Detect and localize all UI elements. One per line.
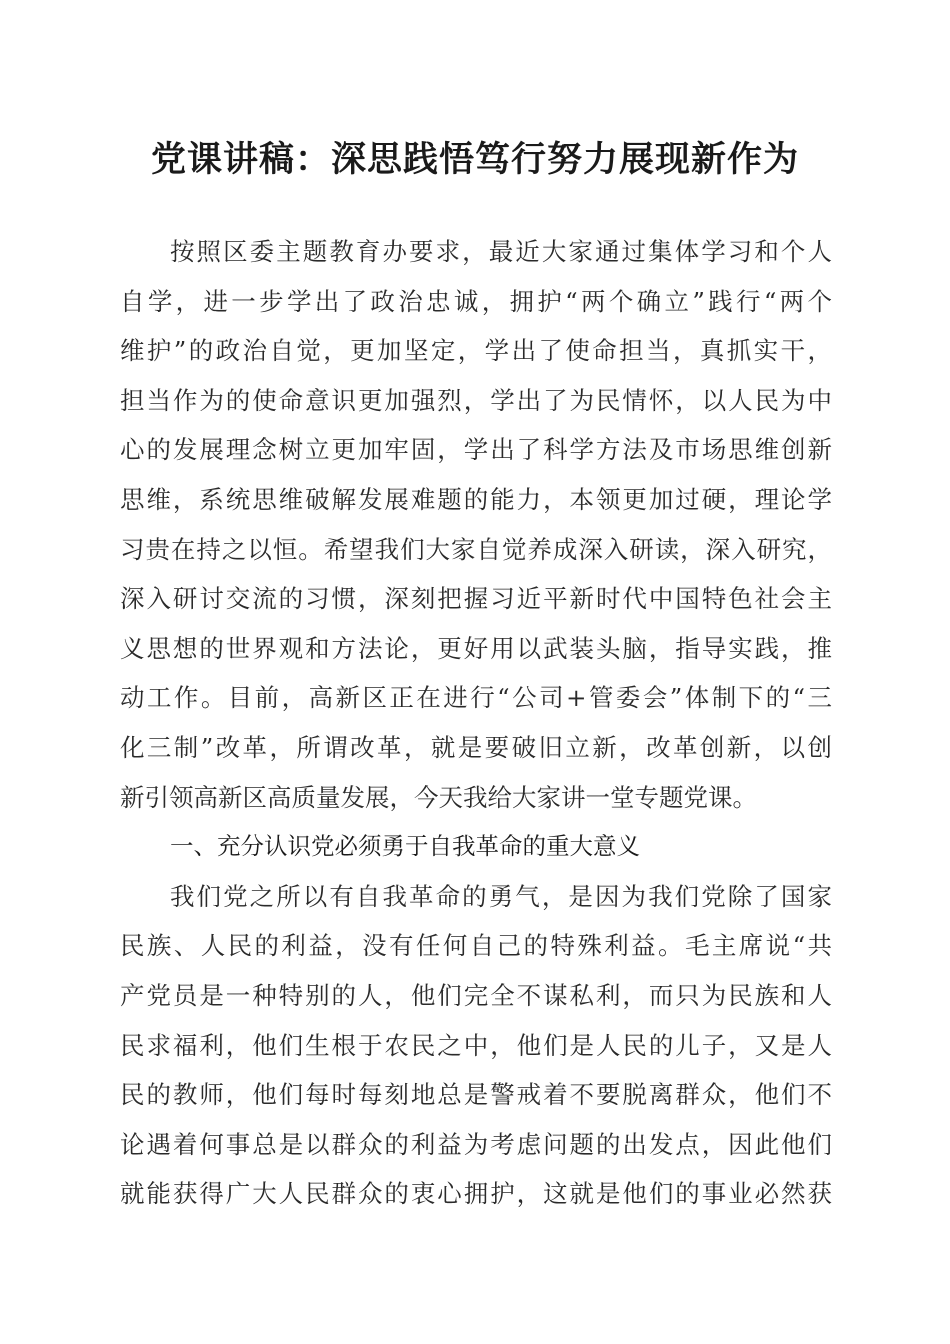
paragraph-1-line: 维护”的政治自觉，更加坚定，学出了使命担当，真抓实干， (120, 336, 832, 366)
paragraph-1-line: 自学，进一步学出了政治忠诚，拥护“两个确立”践行“两个 (120, 286, 832, 316)
document-body (120, 227, 832, 1219)
paragraph-2-line: 民族、人民的利益，没有任何自己的特殊利益。毛主席说“共 (120, 931, 832, 961)
paragraph-2-line: 论遇着何事总是以群众的利益为考虑问题的出发点，因此他们 (120, 1129, 832, 1159)
paragraph-1-line: 担当作为的使命意识更加强烈，学出了为民情怀，以人民为中 (120, 385, 832, 415)
paragraph-1-line: 心的发展理念树立更加牢固，学出了科学方法及市场思维创新 (120, 435, 832, 465)
paragraph-1-line: 义思想的世界观和方法论，更好用以武装头脑，指导实践，推 (120, 633, 832, 663)
paragraph-1-line: 化三制”改革，所谓改革，就是要破旧立新，改革创新，以创 (120, 732, 832, 762)
paragraph-1-line: 习贵在持之以恒。希望我们大家自觉养成深入研读，深入研究， (120, 534, 832, 564)
section-1-heading: 一、充分认识党必须勇于自我革命的重大意义 (170, 832, 640, 861)
paragraph-2-line: 我们党之所以有自我革命的勇气，是因为我们党除了国家 (170, 881, 832, 911)
paragraph-1-line: 思维，系统思维破解发展难题的能力，本领更加过硬，理论学 (120, 484, 832, 514)
paragraph-1-line: 动工作。目前，高新区正在进行“公司+管委会”体制下的“三 (120, 683, 832, 713)
paragraph-2-line: 产党员是一种特别的人，他们完全不谋私利，而只为民族和人 (120, 980, 832, 1010)
paragraph-2-line: 就能获得广大人民群众的衷心拥护，这就是他们的事业必然获 (120, 1179, 832, 1209)
paragraph-1-line: 按照区委主题教育办要求，最近大家通过集体学习和个人 (170, 237, 832, 266)
document-title: 党课讲稿：深思践悟笃行努力展现新作为 (150, 139, 799, 180)
paragraph-1-line: 新引领高新区高质量发展，今天我给大家讲一堂专题党课。 (120, 782, 757, 812)
paragraph-2-line: 民的教师，他们每时每刻地总是警戒着不要脱离群众，他们不 (120, 1080, 832, 1110)
paragraph-1-line: 深入研讨交流的习惯，深刻把握习近平新时代中国特色社会主 (120, 584, 832, 614)
paragraph-2-line: 民求福利，他们生根于农民之中，他们是人民的儿子，又是人 (120, 1030, 832, 1060)
